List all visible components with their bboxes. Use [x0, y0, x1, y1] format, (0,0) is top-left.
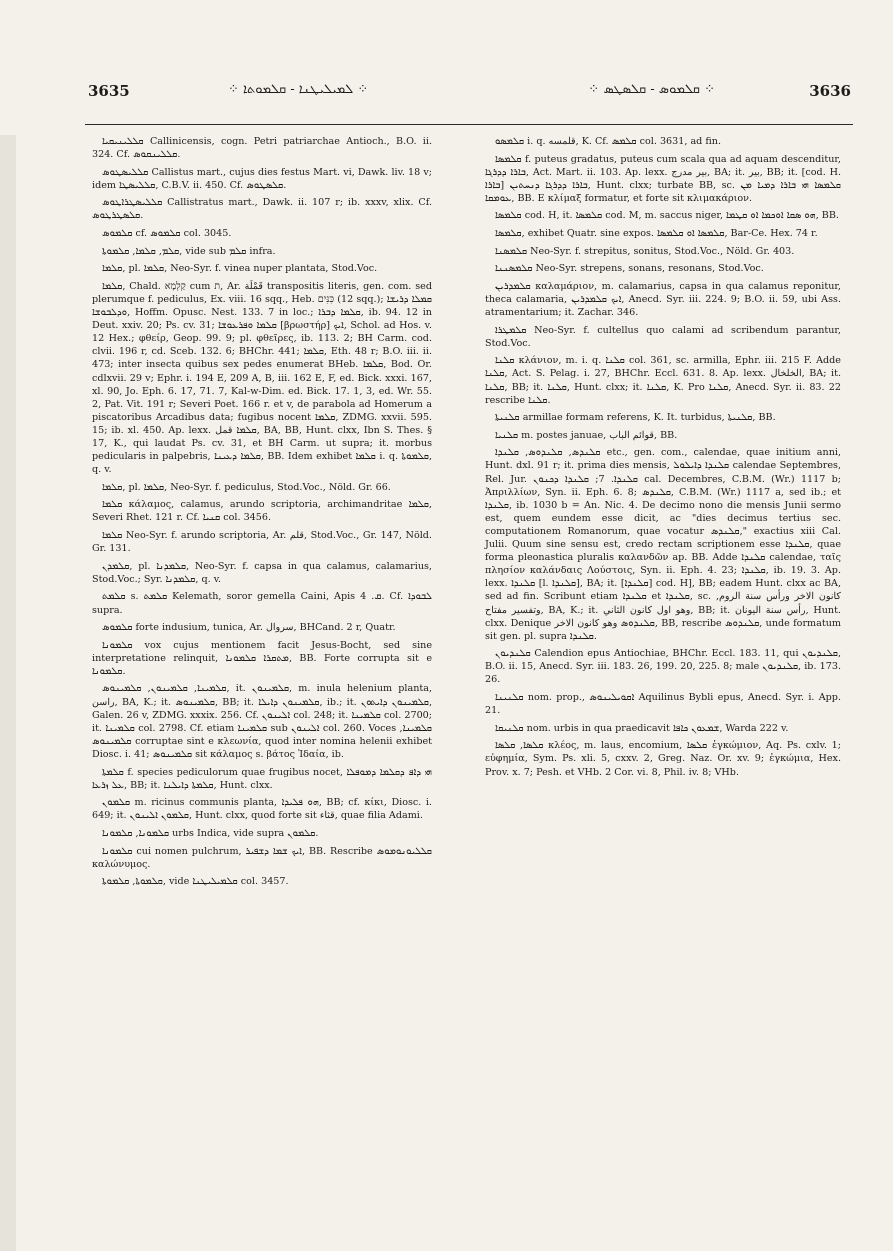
dictionary-entry: ܩܠܡܛܪܐ Neo-Syr. f. cultellus quo calami ad scribendum parantur, Stod.Voc.: [485, 324, 841, 349]
dictionary-entry: ܩܠܠܝܣܛܪܐܛܘܣ Callistratus mart., Dawk. ii. 107 r; ib. xxxv, xlix. Cf. ܩܠܣܛܪܛܘܣ.: [92, 197, 432, 222]
dictionary-entry: ܩܠܡܐ, pl. ܩܠܡܐ, Neo-Syr. f. pediculus, Stod.Voc., Nöld. Gr. 66.: [102, 481, 391, 493]
page-number-left: 3635: [88, 82, 130, 100]
page-header: [28, 82, 865, 112]
dictionary-entry: ܩܠܡܬ s. ܩܠܡܬ Kelemath, soror gemella Caini, Apis ܩ. 4. Cf. ܠܒܘܕܐ supra.: [92, 591, 432, 616]
dictionary-entry: ܩܠܡܐ κάλαμος, calamus, arundo scriptoria, archimandritae ܩܠܡܐ, Severi Rhet. 121 r. Cf. ܩܢܝܐ col. 3456.: [92, 499, 432, 524]
dictionary-entry: ܩܠܡܣܘ i. q. قلمسه, K. Cf. ܩܠܡܣ col. 3631, ad fin.: [495, 136, 721, 147]
dictionary-entry: ܩܠܡܘܢܐ, ܩܠܡܘܢܐ urbs Indica, vide supra ܩܠܡܘܢ.: [102, 827, 319, 839]
dictionary-entry: ܩܠܡܣܢܐ Neo-Syr. f. strepitus, sonitus, Stod.Voc., Nöld. Gr. 403.: [495, 245, 795, 257]
dictionary-entry: ܩܠܢܝܩܐ nom. urbis in qua praedicavit ܫܡܥܘܢ ܟܐܦܐ, Warda 222 v.: [495, 722, 789, 734]
left-column: [92, 135, 432, 893]
page-number-right: 3636: [809, 82, 851, 100]
right-column: [485, 135, 841, 783]
dictionary-entry: ܩܠܢܕܝܘܢ Calendion epus Antiochiae, BHChr. Eccl. 183. 11, qui ܩܠܢܕܝܘܢ, B.O. ii. 15, Anecd. Syr. iii. 183. 26, 199. 20, 225. 8; male ܩܠܢܕܝܘܢ, ib. 173. 26.: [485, 648, 841, 686]
dictionary-entry: ܩܠܡܕܪܝܢ καλαμάριον, m. calamarius, capsa in qua calamus reponitur, theca calamaria, ܐܝܟ ܩܠܡܕܪܝܢ, Anecd. Syr. iii. 224. 9; B.O. ii. 59, ubi Ass. atramentarium; it. Zachar. 346.: [485, 280, 842, 319]
dictionary-entry: ܩܠܣܐ, ܩܠܣܐ κλέος, m. laus, encomium, ܩܠܣܐ ἐγκώμιον, Aq. Ps. cxlv. 1; εὐφημία, Sym. Ps. xli. 5, cxxv. 2, Greg. Naz. Or. xv. 9; ἐγκώμια, Hex. Prov. x. 7; Pesh. et VHb. 2 Cor. vi. 8, Phil. iv. 8; VHb.: [485, 740, 841, 778]
dictionary-entry: ܩܠܡܣܐ, exhibet Quatr. sine expos. ܩܠܡܣܐ ܐܘ ܩܠܡܣܐ, Bar-Ce. Hex. 74 r.: [495, 228, 818, 240]
dictionary-entry: ܩܠܡܕܢ, pl. ܩܠܡܕܢܐ, Neo-Syr. f. capsa in qua calamus, calamarius, Stod.Voc.; Syr. ܩܠܡܕܢܐ, q. v.: [92, 560, 432, 585]
dictionary-entry: ܩܠܡܘܢܐ vox cujus mentionem facit Jesus-Bocht, sed sine interpretatione relinquit, ܡܬܩܪܐ ܩܠܡܘܢܐ, BB. Forte corrupta sit e ܩܠܡܘܢܐ.: [92, 639, 433, 677]
dictionary-entry: ܩܠܡܘܣ forte indusium, tunica, Ar. سروال, BHCand. 2 r, Quatr.: [102, 622, 396, 634]
dictionary-entry: ܩܠܡܘܢ m. ricinus communis planta, ܗܘ ܦܠܝܕܐ, BB; cf. κίκι, Diosc. i. 649; it. ܩܠܡܘܢ ܐܠܝܢܘܢ, Hunt. clxx, quod forte sit قثاء, quae filia Adami.: [92, 797, 432, 822]
dictionary-entry: ܩܠܢܕܣ, ܩܠܢܕܘܣ, ܩܠܢܕܐ etc., gen. com., calendae, quae initium anni, Hunt. dxl. 91 r; it. prima dies mensis, ܩܠܢܕܐ ܕܐܝܠܘܠ calendae Septembres, Rel. Jur. ܩܠܢܕܐ. 7; ܩܠܢܕܐ ܕܟܢܘܢ cal. Decembres, C.B.M. (Wr.) 1117 b; Ἀπριλλίων, Syn. ii. Eph. 6. 8; ܩܠܢܕܣ, C.B.M. (Wr.) 1117 a, sed ib.; et ܩܠܢܕܐ, ib. 1030 b = An. Nic. 4. De decimo nono die mensis Junii sermo est, quem eundem esse dicit, ac "dies decimus tertius sec. computationem Romanorum, quae vocatur ܩܠܢܕܣ," exactius xiii Cal. Julii. Quum sine sensu est, credo rectam scriptionem esse ܩܠܢܕܐ, quae forma pleonastica pluralis καλανδῶν ap. BB. Adde ܩܠܢܕܐ calendae, ταῖς πλησίον καλάνδαις Λούστοις, Syn. ii. Eph. 4. 23; ܩܠܢܕܐ, ib. 19. 3. Ap. lexx. ܩܠܢܕܐ [l. ܩܠܢܕܐ], BA; it. [ܩܠܢܕܐ] cod. H], BB; eadem Hunt. clxx ac BA, sed ad fin. Scribunt etiam ܩܠܢܕܐ et ܩܠܢܕܐ, sc. كانون الاخر ورأس سنة الروم, وتفسير مفتاح, BA, K.; it. وهو اول كانون الثاني, BB; it. رأس سنة اليونان, Hunt. clxx. Denique ܩܠܢܕܘܣ وهو كانون الاخر, BB, rescribe ܩܠܢܕܘܣ, unde formatum sit gen. pl. supra ܩܠܢܕܐ.: [485, 447, 842, 642]
dictionary-entry: ܩܠܡܝܢܐ, ܩܠܡܝܢܘܢ, ܩܠܡܝܢܘܣ, it. ܩܠܡܝܢܘܢ, m. inula helenium planta, راسن, BA, K.; it. ܩܠܡܝܢܘܣ, BB; it. ܩܠܡܝܢܘܢ ܕܐܝܠܐ, ib.; it. ܩܠܡܝܢܘܢ ܕܐܝܬܘܢ, Galen. 26 v, ZDMG. xxxix. 256. Cf. ܐܠܝܢܘܢ col. 248; it. ܩܠܡܝܢܐ col. 2700; it. ܩܠܡܝܢܐ col. 2798. Cf. etiam ܩܠܡܝܢܐ sub ܐܠܝܢܘܢ col. 260. Voces ܩܠܡܝܢܐ, ܩܠܡܝܢܘܣ corruptae sint e κλεωνία, quod inter nomina helenii exhibet Diosc. i. 41; ܩܠܡܝܢܘܣ sit κάλαμος s. βάτος Ἰδαία, ib.: [92, 683, 433, 760]
dictionary-entry: ܩܠܢܐ κλάνιον, m. i. q. ܩܠܢܐ col. 361, sc. armilla, Ephr. iii. 215 F. Adde ܩܠܢܐ, Act. S. Pelag. i. 27, BHChr. Eccl. 631. 8. Ap. lexx. الخلخال, BA; it. ܩܠܢܐ, BB; it. ܩܠܢܐ, Hunt. clxx; it. ܩܠܢܐ, K. Pro ܩܠܢܐ, Anecd. Syr. ii. 83. 22 rescribe ܩܠܢܐ.: [485, 355, 841, 406]
dictionary-entry: ܩܠܡܘܣ cf. ܩܠܡܘܣ col. 3045.: [102, 228, 232, 240]
dictionary-entry: ܩܠܠܝܣܛܘܣ Callistus mart., cujus dies festus Mart. vi, Dawk. liv. 18 v; idem ܩܠܠܝܣܛܐ, C.B.V. ii. 450. Cf. ܩܠܣܛܘܣ.: [92, 166, 432, 191]
dictionary-entry: ܩܠܡ, ܩܠܡܐ, ܩܠܡܘܬܐ, vide sub ܩܠܡ infra.: [102, 245, 276, 257]
running-head-left: ⁘ ܠܡܝܠܝܛܢܐ - ܩܠܡܘܬܐ ⁘: [228, 82, 369, 97]
dictionary-entry: ܩܠܡܣܐ cod. H, it. ܩܠܡܣܐ cod. M, m. saccus niger, ܗܘ ܣܩܐ ܐܘܟܡܐ ܐܘ ܩܛܡܐ, BB.: [495, 210, 839, 222]
dictionary-entry: ܩܠܡܣܐ f. puteus gradatus, puteus cum scala qua ad aquam descenditur, ܒܐܪܐ ܕܕܪܓܐ, Act. Mart. ii. 103. Ap. lexx. بير مدرج, BA; it. بير, BB; it. [cod. H. ܒܐܪܐ] ܒܐܪܐ ܕܕܪܓܐ ܕܢܚܬܝܢ, Hunt. clxx; turbate BB, sc. ܩܠܡܣܐ ܗܝ ܒܐܪܐ ܕܡܝܐ ܡܢ ܥܘܡܩܐ, BB. E κλίμαξ formatur, et forte sit κλιμακάριον.: [485, 153, 841, 204]
running-head-right: ⁘ ܩܠܡܘܣ - ܩܠܣܛܣ ⁘: [588, 82, 715, 97]
dictionary-entry: ܩܠܢܝܢܐ nom. prop., ܐܩܘܝܠܝܢܘܣ Aquilinus Bybli epus, Anecd. Syr. i. App. 21.: [485, 692, 841, 717]
dictionary-entry: ܩܠܢܝܐ m. postes januae, قوائم الباب, BB.: [495, 429, 678, 441]
dictionary-entry: ܩܠܡܣܢܢܐ Neo-Syr. strepens, sonans, resonans, Stod.Voc.: [495, 263, 764, 275]
dictionary-entry: ܩܠܠܝܢܝܩܝܐ Callinicensis, cogn. Petri patriarchae Antioch., B.O. ii. 324. Cf. ܩܠܠܝܢܩܘܣ.: [92, 136, 432, 161]
dictionary-entry: ܩܠܡܬܐ f. species pediculorum quae frugibus nocet, ܗܝ ܕܐܦ ܕܩܠܡܐ ܕܡܘܦܠܐ ܥܠ ܙܪܥܐ, BB; it. ܩܠܡܬܐ ܕܐܝܠܢܐ, Hunt. clxx.: [92, 766, 432, 791]
dictionary-entry: ܩܠܢܝܬܐ armillae formam referens, K. It. turbidus, ܩܠܢܝܬܐ, BB.: [495, 412, 776, 424]
dictionary-entry: ܩܠܡܐ, Chald. קַלְמָא cum ת, Ar. قَمْلَة transpositis literis, gen. com. sed plerumque f. pediculus, Ex. viii. 16 sqq., Heb. כִּנִּים (12 sqq.); ܩܡܠܐ ܕܪܝܫܐ ܘܕܠܒܘܫܐ, Hoffm. Opusc. Nest. 133. 7 in loc.; ܩܠܡܐ ܕܒܪܐ, ib. 94. 12 in Deut. xxiv. 20; Ps. cv. 31; ܩܠܡܐ ܘܦܪܥܘܫܐ [βρωστήρ] ܐܝܟ, Schol. ad Hos. v. 12 Hex.; φθείρ, Geop. 99. 9; pl. φθεῖρες, ib. 113. 2; BH Carm. cod. clvii. 196 r, cd. Sceb. 132. 6; BHChr. 441; ܩܠܡܐ, Eth. 48 r; B.O. iii. ii. 473; inter insecta quibus sex pedes enumerat BHeb. ܩܠܡܐ, Bod. Or. cdlxvii. 29 v; Ephr. i. 194 E, 209 A, B, iii. 162 E, F, ed. Bick. xxxi. 167, xl. 90, Jo. Eph. 6. 17, 71. 7, Kal-w-Dim. ed. Bick. 17. 1, 3, ed. Wr. 55. 2, Pat. Vit. 191 r; Severi Poet. 166 r. et v, de parabola ad Homerum a piscatoribus Arcadibus data; fugibus nocent ܩܠܡܐ, ZDMG. xxvii. 595. 15; ib. xl. 450. Ap. lexx. ܩܠܡܐ قمل, BA, BB, Hunt. clxx, Ibn S. Thes. § 17, K., qui laudat Ps. cv. 31, et BH Carm. ut supra; it. morbus pedicularis in palpebris, ܩܠܡܐ ܕܥܝܢܐ, BB. Idem exhibet ܩܠܡܐ i. q. ܩܠܡܘܬܐ, q. v.: [92, 280, 433, 476]
dictionary-entry: ܩܠܡܐ Neo-Syr. f. arundo scriptoria, Ar. قلم, Stod.Voc., Gr. 147, Nöld. Gr. 131.: [92, 530, 432, 555]
dictionary-entry: ܩܠܡܐ, pl. ܩܠܡܐ, Neo-Syr. f. vinea nuper plantata, Stod.Voc.: [102, 263, 378, 275]
page-edge-shadow: [0, 135, 16, 1251]
dictionary-entry: ܩܠܡܘܬܐ, ܩܠܡܘܬܐ, vide ܩܠܡܝܠܝܛܢܐ col. 3457.: [102, 876, 289, 888]
header-rule: [85, 124, 853, 125]
dictionary-entry: ܩܠܡܘܢܐ cui nomen pulchrum, ܐܝܟ ܫܡܐ ܕܫܦܝܪ, BB. Rescribe ܩܠܠܝܘܢܘܡܘܣ καλώνυμος.: [92, 845, 432, 870]
